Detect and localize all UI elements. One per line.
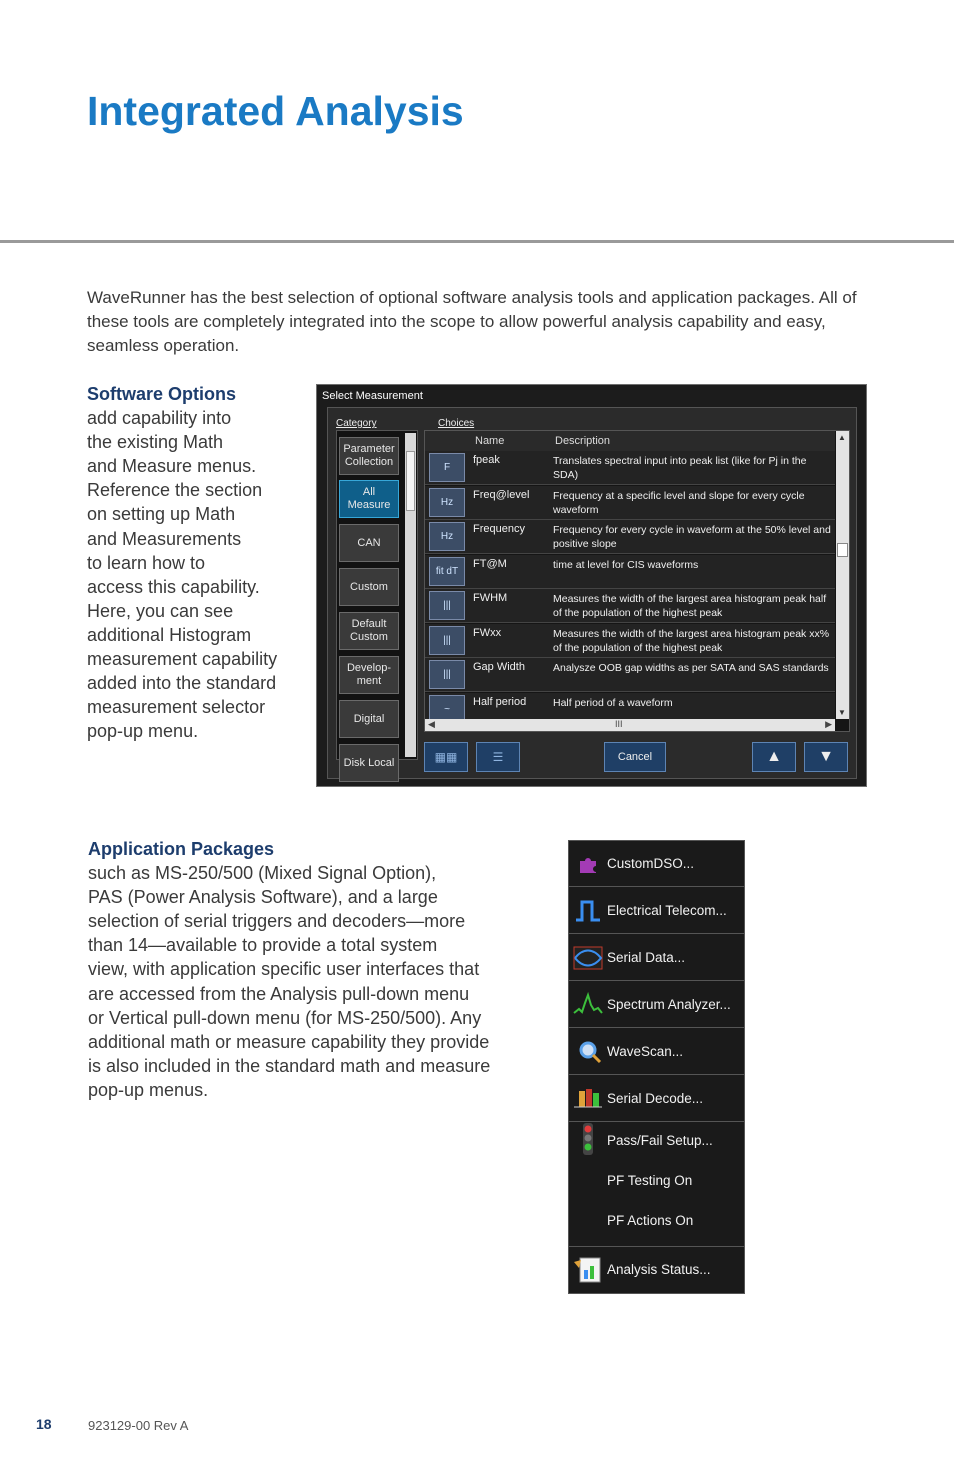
text-line: added into the standard xyxy=(87,673,277,694)
text-line: than 14—available to provide a total system xyxy=(88,935,438,956)
header-divider xyxy=(0,240,954,243)
horizontal-scroll-thumb[interactable]: III xyxy=(615,719,623,729)
menu-item-analysis-status[interactable] xyxy=(569,1247,744,1293)
measurement-row[interactable] xyxy=(425,451,835,485)
traffic-light-icon xyxy=(573,1125,603,1153)
grid-view-button[interactable] xyxy=(424,742,468,772)
column-description-header: Description xyxy=(555,435,611,447)
text-line: selection of serial triggers and decoders—more xyxy=(88,911,466,932)
measurement-name: FWHM xyxy=(473,592,508,604)
choices-horizontal-scrollbar[interactable] xyxy=(425,719,835,731)
category-scrollbar[interactable] xyxy=(405,433,416,757)
choices-scroll-thumb[interactable] xyxy=(837,543,848,557)
menu-label: Spectrum Analyzer... xyxy=(607,997,731,1012)
text-line: add capability into xyxy=(87,408,232,429)
text-line: measurement capability xyxy=(87,649,278,670)
puzzle-icon xyxy=(573,850,603,878)
text-line: the existing Math xyxy=(87,432,224,453)
measurement-description: Measures the width of the largest area histogram peak xx% of the population of the highest peak xyxy=(553,627,830,654)
frequency-icon: Hz xyxy=(429,522,465,551)
grid-view-icon: ▦▦ xyxy=(434,750,458,764)
measurement-name: FWxx xyxy=(473,626,502,639)
peak-icon: F xyxy=(429,453,465,482)
frequency-icon: Hz xyxy=(429,488,465,517)
scroll-up-arrow-icon[interactable]: ▲ xyxy=(838,433,846,442)
menu-label: PF Testing On xyxy=(607,1173,693,1188)
triangle-up-icon: ▲ xyxy=(766,748,782,765)
text-line: to learn how to xyxy=(87,552,206,573)
category-digital[interactable]: Digital xyxy=(339,700,399,738)
dialog-title: Select Measurement xyxy=(322,390,423,402)
fit-dt-icon: fit dT xyxy=(429,557,465,586)
menu-label: WaveScan... xyxy=(607,1044,684,1059)
category-development[interactable]: Develop-ment xyxy=(339,656,399,694)
application-packages-heading: Application Packages xyxy=(88,839,275,859)
dialog-body xyxy=(327,407,857,779)
half-period-icon: ~ xyxy=(429,695,465,724)
category-can[interactable]: CAN xyxy=(339,524,399,562)
spectrum-icon xyxy=(573,991,603,1019)
measurement-description: Translates spectral input into peak list (like for Pj in the SDA) xyxy=(553,455,807,481)
page-number: 18 xyxy=(36,1416,52,1432)
status-report-icon xyxy=(573,1256,603,1284)
measurement-description: Analysze OOB gap widths as per SATA and SAS standards xyxy=(553,662,829,674)
scroll-right-arrow-icon[interactable]: ▶ xyxy=(825,719,832,729)
menu-item-wavescan[interactable] xyxy=(569,1029,744,1075)
category-disk-local[interactable]: Disk Local xyxy=(339,744,399,782)
text-line: pop-up menus. xyxy=(88,1079,209,1100)
menu-label: CustomDSO... xyxy=(607,856,695,871)
menu-item-customdso[interactable] xyxy=(569,841,744,887)
text-line: Here, you can see xyxy=(87,600,234,621)
measurement-description: time at level for CIS waveforms xyxy=(553,558,699,571)
measurement-name: Frequency xyxy=(473,523,525,535)
histogram-icon: ||| xyxy=(429,626,465,655)
measurement-name: Gap Width xyxy=(473,661,525,673)
menu-label: Serial Decode... xyxy=(607,1091,704,1106)
category-scroll-thumb[interactable] xyxy=(406,451,415,511)
measurement-row[interactable] xyxy=(425,486,835,520)
list-view-button[interactable] xyxy=(476,742,520,772)
menu-label: Electrical Telecom... xyxy=(607,903,727,918)
menu-label: PF Actions On xyxy=(607,1213,694,1228)
decode-icon xyxy=(573,1085,603,1113)
choices-header xyxy=(425,431,835,451)
document-id: 923129-00 Rev A xyxy=(88,1418,189,1433)
analysis-menu xyxy=(568,840,745,1294)
application-packages-text xyxy=(88,837,528,1102)
text-line: is also included in the standard math and measure xyxy=(88,1055,491,1076)
category-label: Category xyxy=(336,418,377,429)
column-name-header: Name xyxy=(475,435,505,447)
text-line: and Measure menus. xyxy=(87,456,257,477)
menu-item-pf-actions-on[interactable] xyxy=(569,1203,744,1247)
measurement-name: fpeak xyxy=(473,454,500,466)
gap-width-icon: ||| xyxy=(429,660,465,689)
category-all-measure[interactable]: All Measure xyxy=(339,480,399,518)
histogram-icon: ||| xyxy=(429,591,465,620)
text-line: or Vertical pull-down menu (for MS-250/500). Any xyxy=(88,1007,482,1028)
scroll-down-arrow-icon[interactable]: ▼ xyxy=(838,708,846,717)
pulse-icon xyxy=(573,897,603,925)
measurement-name: FT@M xyxy=(473,557,507,570)
menu-label: Pass/Fail Setup... xyxy=(607,1133,713,1148)
text-line: such as MS-250/500 (Mixed Signal Option), xyxy=(88,863,437,884)
eye-diagram-icon xyxy=(573,944,603,972)
software-options-text xyxy=(87,382,302,743)
choices-label: Choices xyxy=(438,418,475,429)
menu-item-serial-data[interactable] xyxy=(569,935,744,981)
text-line: are accessed from the Analysis pull-down menu xyxy=(88,983,470,1004)
scroll-left-arrow-icon[interactable]: ◀ xyxy=(428,719,435,729)
application-packages-body xyxy=(88,861,528,1102)
text-line: additional math or measure capability they provide xyxy=(88,1031,490,1052)
text-line: additional Histogram xyxy=(87,624,252,645)
measurement-row[interactable] xyxy=(425,555,835,589)
measurement-row[interactable] xyxy=(425,624,835,658)
measurement-name: Half period xyxy=(473,695,527,708)
menu-item-pf-testing-on[interactable] xyxy=(569,1163,744,1203)
select-measurement-dialog xyxy=(316,384,867,787)
menu-label: Analysis Status... xyxy=(607,1262,711,1277)
menu-item-pass-fail-setup[interactable] xyxy=(569,1123,744,1163)
text-line: measurement selector xyxy=(87,697,266,718)
scroll-up-button[interactable] xyxy=(752,742,796,772)
choices-table xyxy=(424,430,850,732)
menu-item-spectrum-analyzer[interactable] xyxy=(569,982,744,1028)
text-line: pop-up menu. xyxy=(87,721,199,742)
list-view-icon: ☰ xyxy=(492,750,504,764)
category-parameter-collection[interactable]: Parameter Collection xyxy=(339,437,399,475)
magnifier-icon xyxy=(573,1038,603,1066)
text-line: view, with application specific user interfaces that xyxy=(88,959,480,980)
text-line: on setting up Math xyxy=(87,504,236,525)
measurement-description: Frequency for every cycle in waveform at the 50% level and positive slope xyxy=(553,524,831,550)
text-line: Reference the section xyxy=(87,480,263,501)
menu-item-serial-decode[interactable] xyxy=(569,1076,744,1122)
measurement-description: Frequency at a specific level and slope for every cycle waveform xyxy=(553,489,805,516)
text-line: access this capability. xyxy=(87,576,260,597)
triangle-down-icon: ▼ xyxy=(818,748,834,765)
cancel-button[interactable]: Cancel xyxy=(604,742,666,772)
software-options-heading: Software Options xyxy=(87,384,237,404)
measurement-row[interactable] xyxy=(425,589,835,623)
measurement-row[interactable] xyxy=(425,658,835,692)
category-custom[interactable]: Custom xyxy=(339,568,399,606)
scroll-down-button[interactable] xyxy=(804,742,848,772)
page-title: Integrated Analysis xyxy=(87,88,464,134)
measurement-description: Half period of a waveform xyxy=(553,696,673,709)
software-options-body xyxy=(87,406,302,743)
intro-paragraph: WaveRunner has the best selection of optional software analysis tools and application packages. All of these tools are completely integrated into the scope to allow powerful analysis capability and easy, seamless operation. xyxy=(87,288,857,355)
menu-item-electrical-telecom[interactable] xyxy=(569,888,744,934)
text-line: and Measurements xyxy=(87,528,242,549)
menu-label: Serial Data... xyxy=(607,950,686,965)
measurement-description: Measures the width of the largest area histogram peak half of the population of the highest peak xyxy=(553,593,827,619)
text-line: PAS (Power Analysis Software), and a large xyxy=(88,887,438,908)
measurement-name: Freq@level xyxy=(473,488,530,501)
category-list xyxy=(336,430,418,769)
choices-vertical-scrollbar[interactable] xyxy=(836,431,849,719)
category-default-custom[interactable]: Default Custom xyxy=(339,612,399,650)
measurement-row[interactable] xyxy=(425,520,835,554)
